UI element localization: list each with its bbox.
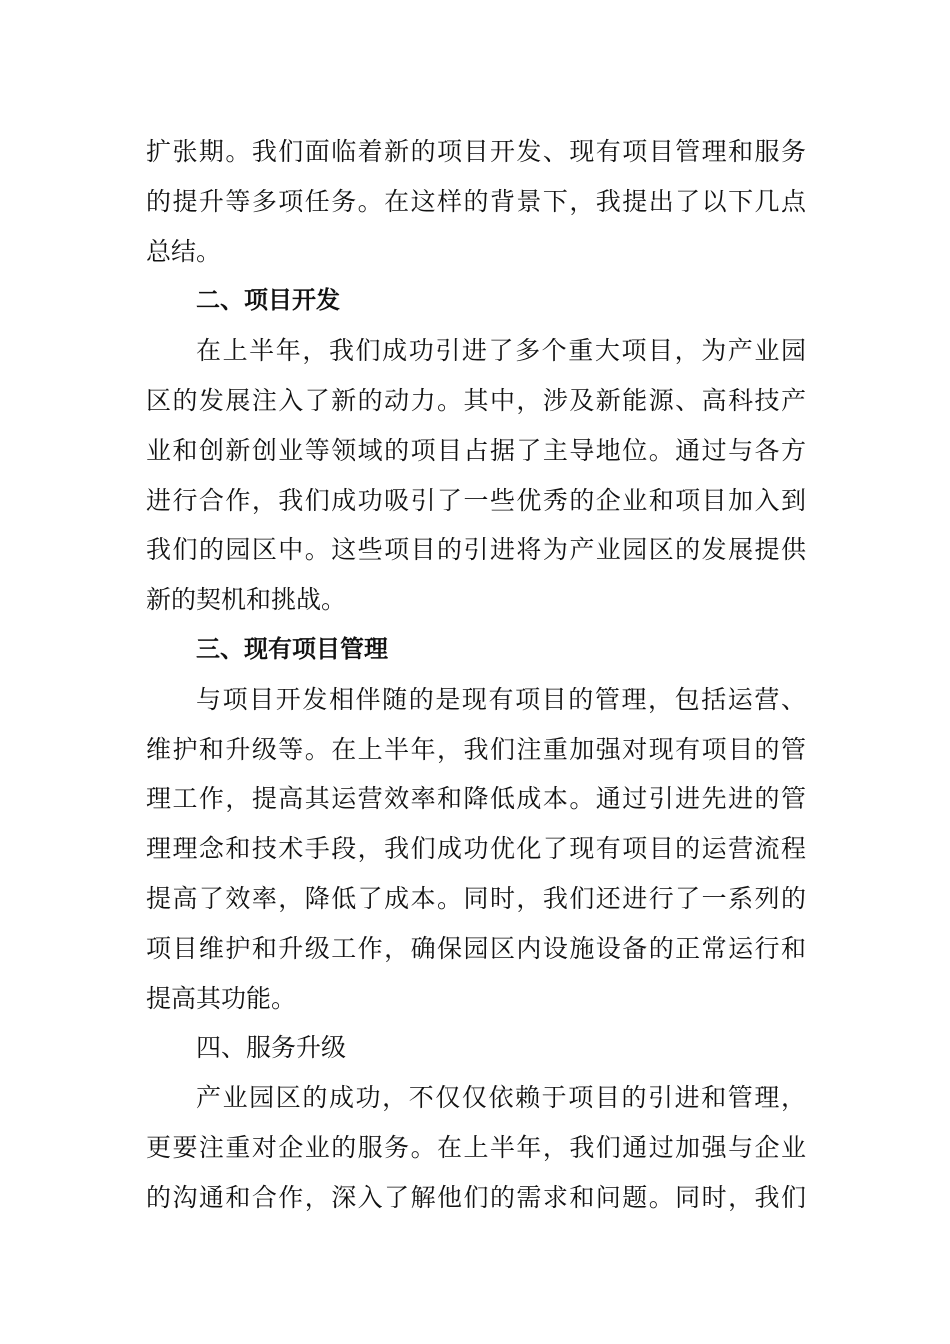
document-body	[146, 127, 806, 1223]
text-line: 业和创新创业等领域的项目占据了主导地位。通过与各方	[146, 435, 806, 465]
text-line: 进行合作，我们成功吸引了一些优秀的企业和项目加入到	[146, 485, 806, 515]
paragraph-project-management	[146, 675, 806, 1024]
text-line: 理工作，提高其运营效率和降低成本。通过引进先进的管	[146, 784, 806, 814]
text-line: 区的发展注入了新的动力。其中，涉及新能源、高科技产	[146, 385, 806, 415]
text-line: 在上半年，我们成功引进了多个重大项目，为产业园	[196, 336, 806, 366]
text-line: 维护和升级等。在上半年，我们注重加强对现有项目的管	[146, 734, 806, 764]
section-heading-service-upgrade: 四、服务升级	[196, 1033, 347, 1063]
text-line: 的提升等多项任务。在这样的背景下，我提出了以下几点	[146, 186, 806, 216]
text-line: 我们的园区中。这些项目的引进将为产业园区的发展提供	[146, 535, 806, 565]
section-heading-project-management: 三、现有项目管理	[196, 634, 388, 663]
text-line: 产业园区的成功，不仅仅依赖于项目的引进和管理，	[196, 1083, 806, 1113]
section-heading-project-development: 二、项目开发	[196, 286, 340, 315]
text-line: 的沟通和合作，深入了解他们的需求和问题。同时，我们	[146, 1182, 806, 1212]
text-line: 理理念和技术手段，我们成功优化了现有项目的运营流程	[146, 834, 806, 864]
text-line: 新的契机和挑战。	[146, 585, 347, 615]
text-line: 扩张期。我们面临着新的项目开发、现有项目管理和服务	[146, 137, 806, 166]
text-line: 更要注重对企业的服务。在上半年，我们通过加强与企业	[146, 1132, 806, 1162]
text-line: 与项目开发相伴随的是现有项目的管理，包括运营、	[196, 684, 806, 714]
paragraph-project-development	[146, 326, 806, 625]
paragraph-service-upgrade	[146, 1073, 806, 1222]
text-line: 提高了效率，降低了成本。同时，我们还进行了一系列的	[146, 883, 806, 913]
text-line: 项目维护和升级工作，确保园区内设施设备的正常运行和	[146, 933, 806, 963]
paragraph-intro	[146, 127, 806, 276]
text-line: 提高其功能。	[146, 983, 297, 1013]
text-line: 总结。	[146, 236, 222, 266]
